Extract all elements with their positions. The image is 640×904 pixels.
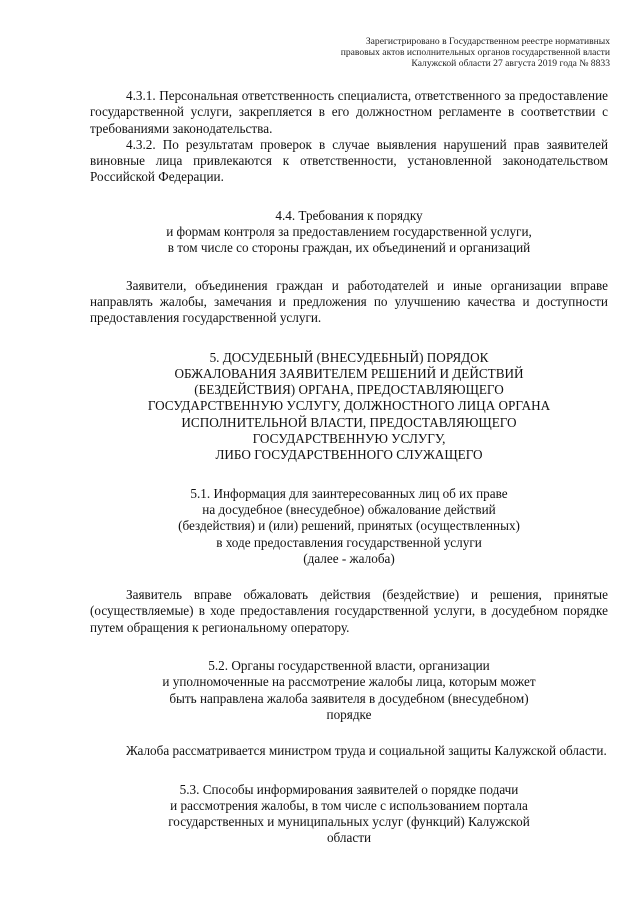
heading-line: порядке [326, 706, 372, 722]
heading-line: (бездействия) и (или) решений, принятых (осуществленных) [178, 518, 520, 534]
document-body [90, 88, 608, 847]
paragraph-4-3-2: 4.3.2. По результатам проверок в случае выявления нарушений прав заявителей виновные лица привлекаются к ответственности, установленной законодательством Российской Федерации. [90, 136, 608, 185]
stamp-line: Калужской области 27 августа 2019 года № 8833 [411, 58, 610, 69]
heading-line: ГОСУДАРСТВЕННУЮ УСЛУГУ, [252, 431, 446, 447]
registration-stamp [310, 36, 610, 69]
heading-line: (далее - жалоба) [303, 550, 395, 566]
stamp-line: правовых актов исполнительных органов государственной власти [340, 47, 610, 58]
heading-5-3 [90, 782, 608, 847]
heading-line: 5.3. Способы информирования заявителей о порядке подачи [179, 781, 519, 797]
heading-line: (БЕЗДЕЙСТВИЯ) ОРГАНА, ПРЕДОСТАВЛЯЮЩЕГО [194, 382, 504, 398]
heading-line: и формам контроля за предоставлением государственной услуги, [166, 224, 532, 240]
heading-line: 5.2. Органы государственной власти, организации [208, 658, 490, 674]
heading-5-2 [90, 658, 608, 723]
heading-line: в ходе предоставления государственной услуги [216, 534, 482, 550]
heading-line: ОБЖАЛОВАНИЯ ЗАЯВИТЕЛЕМ РЕШЕНИЙ И ДЕЙСТВИЙ [174, 365, 524, 381]
heading-line: и рассмотрения жалобы, в том числе с использованием портала [170, 797, 528, 813]
heading-line: 4.4. Требования к порядку [275, 207, 423, 223]
heading-4-4 [90, 208, 608, 257]
paragraph-5-1: Заявитель вправе обжаловать действия (бездействие) и решения, принятые (осуществляемые) в ходе предоставления государственной услуги, в досудебном порядке путем обращения к региональному оператору. [90, 587, 608, 635]
heading-line: 5. ДОСУДЕБНЫЙ (ВНЕСУДЕБНЫЙ) ПОРЯДОК [209, 349, 489, 365]
paragraph-5-2: Жалоба рассматривается министром труда и социальной защиты Калужской области. [126, 743, 607, 759]
heading-line: ЛИБО ГОСУДАРСТВЕННОГО СЛУЖАЩЕГО [215, 447, 483, 463]
heading-line: быть направлена жалоба заявителя в досудебном (внесудебном) [169, 690, 529, 706]
paragraph-4-3-1: 4.3.1. Персональная ответственность специалиста, ответственного за предоставление государственной услуги, закрепляется в его должностном регламенте в соответствии с требованиями законодательства. [90, 88, 608, 136]
heading-section-5 [90, 350, 608, 464]
paragraph-4-4: Заявители, объединения граждан и работодателей и иные организации вправе направлять жалобы, замечания и предложения по улучшению качества и доступности предоставления государственной услуги. [90, 277, 608, 326]
heading-line: области [326, 830, 372, 846]
heading-line: на досудебное (внесудебное) обжалование действий [202, 501, 496, 517]
heading-line: государственных и муниципальных услуг (функций) Калужской [168, 814, 530, 830]
stamp-line: Зарегистрировано в Государственном реестре нормативных [365, 36, 610, 47]
heading-line: ГОСУДАРСТВЕННУЮ УСЛУГУ, ДОЛЖНОСТНОГО ЛИЦА ОРГАНА [147, 398, 551, 414]
heading-line: в том числе со стороны граждан, их объединений и организаций [167, 240, 531, 256]
heading-line: ИСПОЛНИТЕЛЬНОЙ ВЛАСТИ, ПРЕДОСТАВЛЯЮЩЕГО [181, 414, 517, 430]
heading-line: и уполномоченные на рассмотрение жалобы лица, которым может [162, 674, 536, 690]
heading-line: 5.1. Информация для заинтересованных лиц об их праве [190, 485, 508, 501]
heading-5-1 [90, 486, 608, 567]
